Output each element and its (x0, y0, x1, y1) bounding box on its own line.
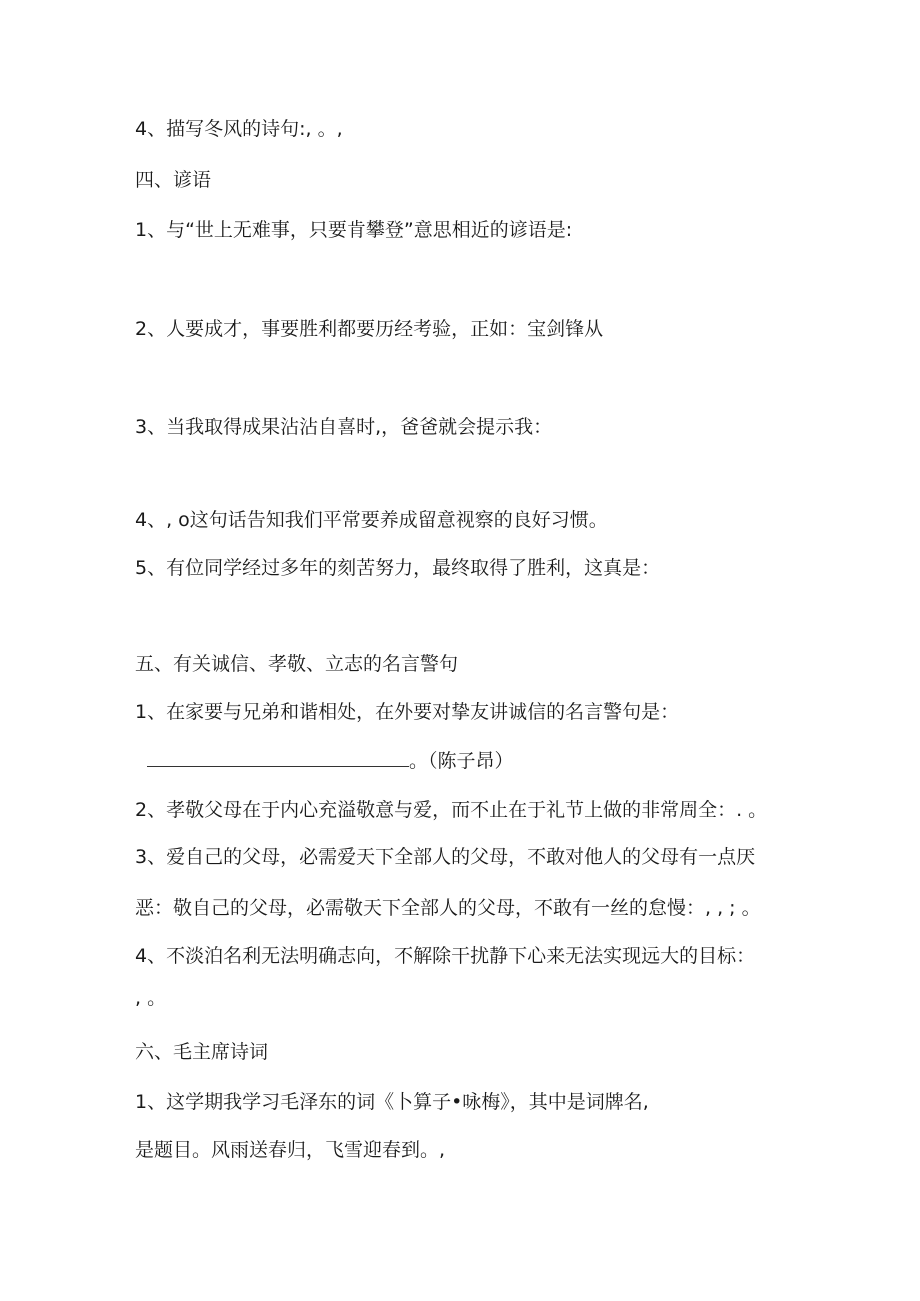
poem-question-1-line-1: 1、这学期我学习毛泽东的词《卜算子•咏梅》，其中是词牌名, (135, 1091, 649, 1113)
poem-question-1-line-2: 是题目。风雨送春归，飞雪迎春到。, (135, 1139, 446, 1161)
proverb-question-1: 1、与“世上无难事，只要肯攀登”意思相近的谚语是: (135, 219, 573, 241)
quote-question-4-answer: , 。 (135, 987, 167, 1009)
question-winter-wind-poem: 4、描写冬风的诗句:, 。, (135, 118, 343, 140)
quote-question-3-line-2: 恶：敬自己的父母，必需敬天下全部人的父母，不敢有一丝的怠慢：, , ; 。 (135, 897, 761, 919)
quote-answer-line-1 (135, 748, 514, 773)
proverb-question-2: 2、人要成才，事要胜利都要历经考验，正如：宝剑锋从 (135, 318, 604, 340)
section-heading-mao-poems: 六、毛主席诗词 (135, 1041, 269, 1063)
quote-question-1: 1、在家要与兄弟和谐相处，在外要对挚友讲诚信的名言警句是： (135, 701, 680, 723)
proverb-question-3: 3、当我取得成果沾沾自喜时,，爸爸就会提示我： (135, 416, 553, 438)
proverb-question-4: 4、, o这句话告知我们平常要养成留意视察的良好习惯。 (135, 509, 608, 531)
section-heading-proverbs: 四、谚语 (135, 169, 212, 191)
quote-attribution: 。（陈子昂） (409, 750, 514, 772)
quote-question-4: 4、不淡泊名利无法明确志向，不解除干扰静下心来无法实现远大的目标： (135, 945, 756, 967)
answer-blank[interactable] (147, 748, 409, 767)
quote-question-3-line-1: 3、爱自己的父母，必需爱天下全部人的父母，不敢对他人的父母有一点厌 (135, 846, 756, 868)
proverb-question-5: 5、有位同学经过多年的刻苦努力，最终取得了胜利，这真是： (135, 557, 661, 579)
section-heading-quotes: 五、有关诚信、孝敬、立志的名言警句 (135, 653, 459, 675)
quote-question-2: 2、孝敬父母在于内心充溢敬意与爱，而不止在于礼节上做的非常周全：. 。 (135, 799, 768, 821)
